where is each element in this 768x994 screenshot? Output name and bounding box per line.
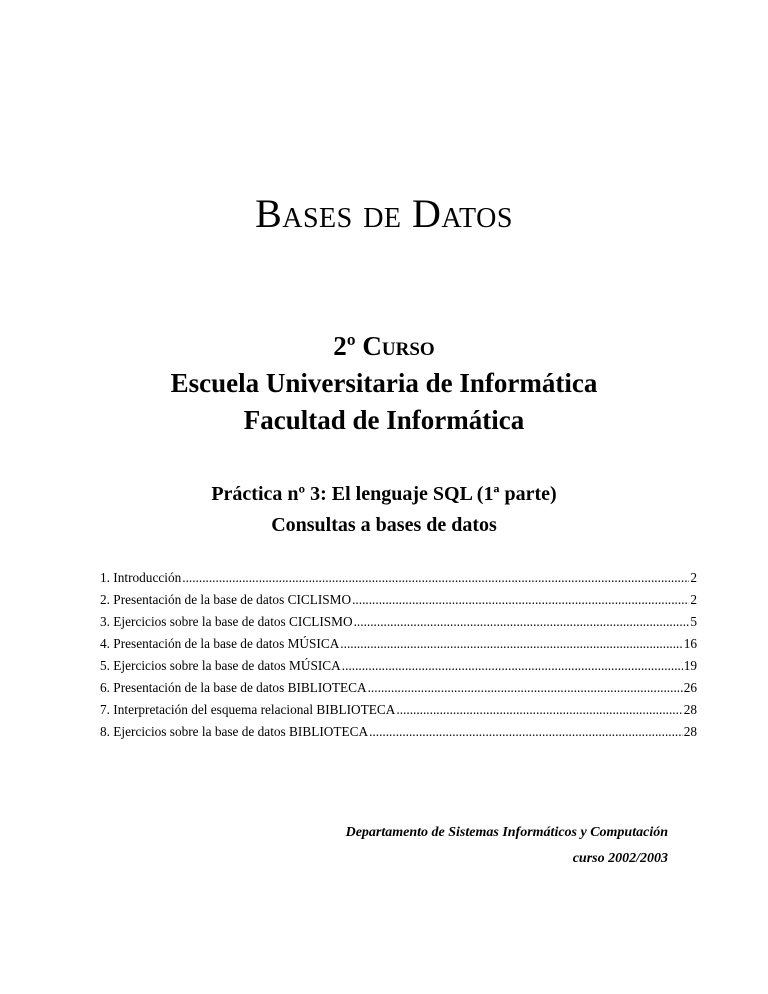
toc-entry[interactable] (100, 633, 697, 655)
toc-entry[interactable] (100, 655, 697, 677)
toc-entry[interactable] (100, 677, 697, 699)
toc-entry-label: 4. Presentación de la base de datos MÚSICA (100, 636, 340, 651)
department-name: Departamento de Sistemas Informáticos y Computación (345, 825, 668, 840)
course-block (0, 328, 768, 439)
course-year: 2º Curso (333, 331, 435, 361)
practice-title: Práctica nº 3: El lenguaje SQL (1ª parte) (211, 483, 557, 505)
toc-leader (369, 721, 683, 743)
toc-leader (342, 655, 683, 677)
toc-leader (396, 699, 682, 721)
toc-entry-label: 3. Ejercicios sobre la base de datos CICLISMO (100, 614, 353, 629)
toc-entry-label: 2. Presentación de la base de datos CICLISMO (100, 592, 352, 607)
toc-entry[interactable] (100, 567, 697, 589)
toc-entry-label: 6. Presentación de la base de datos BIBLIOTECA (100, 680, 367, 695)
practice-subtitle: Consultas a bases de datos (271, 514, 497, 536)
toc-entry-page: 26 (683, 680, 697, 695)
toc-entry[interactable] (100, 699, 697, 721)
toc-entry-page: 28 (683, 724, 697, 739)
table-of-contents (100, 567, 697, 743)
academic-year: curso 2002/2003 (572, 851, 668, 866)
toc-entry-page: 2 (690, 570, 697, 585)
toc-entry-page: 16 (683, 636, 697, 651)
toc-entry-page: 2 (690, 592, 697, 607)
toc-leader (368, 677, 683, 699)
toc-leader (352, 589, 689, 611)
practice-block (0, 479, 768, 541)
toc-entry-label: 1. Introducción (100, 570, 182, 585)
toc-leader (340, 633, 682, 655)
toc-entry-label: 5. Ejercicios sobre la base de datos MÚSICA (100, 658, 341, 673)
toc-entry[interactable] (100, 611, 697, 633)
toc-entry-label: 8. Ejercicios sobre la base de datos BIBLIOTECA (100, 724, 369, 739)
toc-entry-page: 19 (683, 658, 697, 673)
faculty-name: Facultad de Informática (243, 405, 525, 435)
toc-entry-page: 5 (690, 614, 697, 629)
toc-entry[interactable] (100, 721, 697, 743)
toc-entry-label: 7. Interpretación del esquema relacional BIBLIOTECA (100, 702, 396, 717)
toc-leader (182, 567, 689, 589)
toc-entry[interactable] (100, 589, 697, 611)
toc-leader (354, 611, 690, 633)
toc-entry-page: 28 (683, 702, 697, 717)
school-name: Escuela Universitaria de Informática (170, 368, 598, 398)
document-title: Bases de Datos (255, 191, 513, 236)
